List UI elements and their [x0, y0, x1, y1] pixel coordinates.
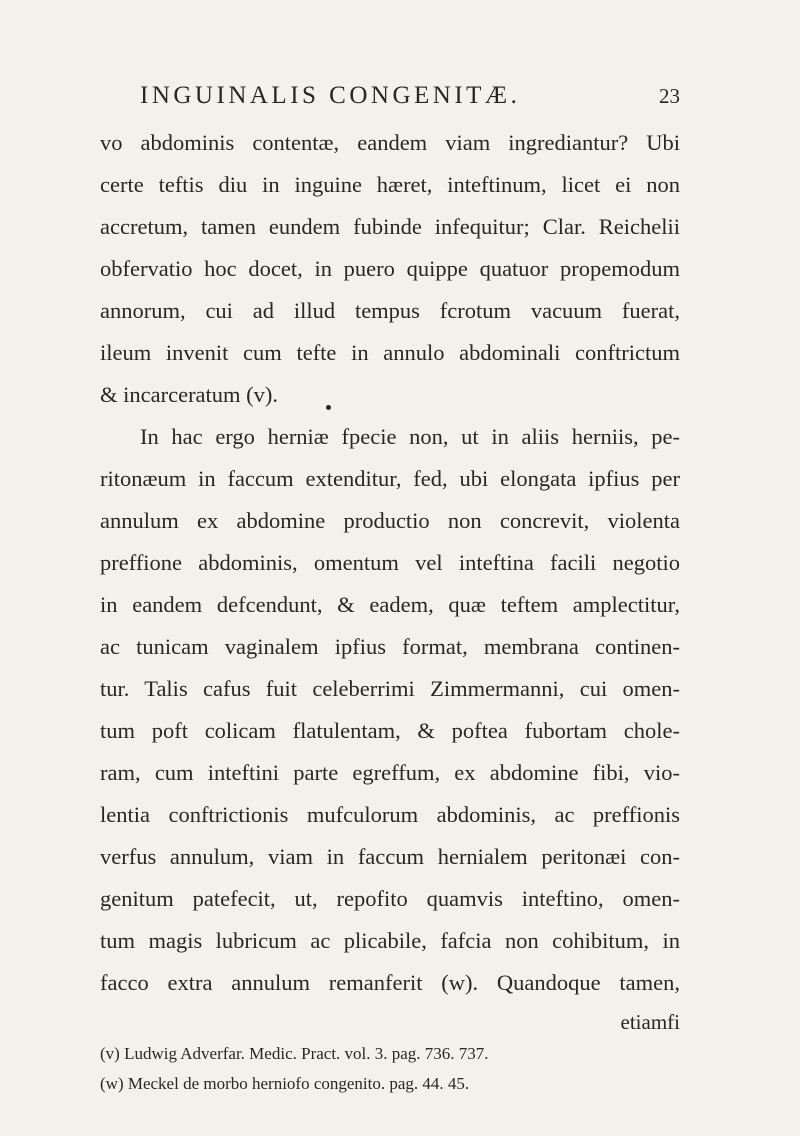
- text-line: annulum ex abdomine productio non concrevit, violenta: [100, 508, 680, 533]
- text-line: tur. Talis cafus fuit celeberrimi Zimmermanni, cui omen-: [100, 676, 680, 701]
- text-line: verfus annulum, viam in faccum hernialem peritonæi con-: [100, 844, 680, 869]
- text-line: accretum, tamen eundem fubinde infequitur; Clar. Reichelii: [100, 214, 680, 239]
- ornament-dot: [326, 405, 331, 410]
- footnote: (v) Ludwig Adverfar. Medic. Pract. vol. 3. pag. 736. 737.: [100, 1044, 489, 1063]
- catchword: etiamfi: [620, 1010, 680, 1034]
- text-line: tum poft colicam flatulentam, & poftea fubortam chole-: [100, 718, 680, 743]
- text-line: ileum invenit cum tefte in annulo abdominali conftrictum: [100, 340, 680, 365]
- text-line: preffione abdominis, omentum vel inteftina facili negotio: [100, 550, 680, 575]
- text-line: ram, cum inteftini parte egreffum, ex abdomine fibi, vio-: [100, 760, 680, 785]
- text-line: genitum patefecit, ut, repofito quamvis inteftino, omen-: [100, 886, 680, 911]
- running-title: INGUINALIS CONGENITÆ.: [140, 82, 521, 109]
- text-line: annorum, cui ad illud tempus fcrotum vacuum fuerat,: [100, 298, 680, 323]
- page-number: 23: [659, 84, 680, 108]
- text-line: facco extra annulum remanferit (w). Quandoque tamen,: [100, 970, 680, 995]
- text-line: In hac ergo herniæ fpecie non, ut in aliis herniis, pe-: [140, 424, 680, 449]
- text-line: vo abdominis contentæ, eandem viam ingrediantur? Ubi: [100, 130, 680, 155]
- text-line: ritonæum in faccum extenditur, fed, ubi elongata ipfius per: [100, 466, 680, 491]
- text-line: ac tunicam vaginalem ipfius format, membrana continen-: [100, 634, 680, 659]
- text-line: certe teftis diu in inguine hæret, inteftinum, licet ei non: [100, 172, 680, 197]
- text-line: in eandem defcendunt, & eadem, quæ teftem amplectitur,: [100, 592, 680, 617]
- text-line: obfervatio hoc docet, in puero quippe quatuor propemodum: [100, 256, 680, 281]
- footnote: (w) Meckel de morbo herniofo congenito. pag. 44. 45.: [100, 1074, 470, 1093]
- running-header: [140, 82, 680, 110]
- text-line: lentia conftrictionis mufculorum abdominis, ac preffionis: [100, 802, 680, 827]
- text-line: & incarceratum (v).: [100, 382, 279, 407]
- text-line: tum magis lubricum ac plicabile, fafcia non cohibitum, in: [100, 928, 680, 953]
